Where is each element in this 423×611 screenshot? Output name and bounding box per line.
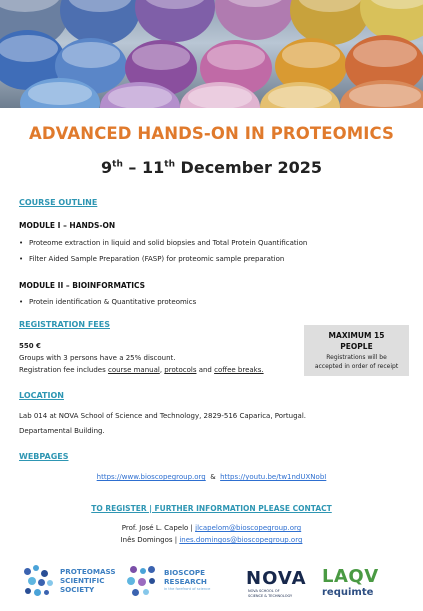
email-link-2[interactable]: ines.domingos@bioscopegroup.org	[179, 536, 303, 544]
contact-person-1: Prof. José L. Capelo | jlcapelom@bioscopegroup.org	[121, 524, 302, 532]
webpages-heading: WEBPAGES	[19, 452, 69, 461]
webpages-links: https://www.bioscopegroup.org & https://youtu.be/tw1ndUXNobI	[96, 473, 327, 481]
proteomass-line-1: PROTEOMASS	[60, 567, 116, 576]
bioscope-mark-icon	[126, 564, 160, 598]
registration-fees-heading: REGISTRATION FEES	[19, 320, 110, 329]
nova-subtitle: NOVA SCHOOL OF SCIENCE & TECHNOLOGY	[248, 589, 293, 598]
capacity-line-1: MAXIMUM 15	[328, 331, 385, 340]
location-line-1: Lab 014 at NOVA School of Science and Technology, 2829-516 Caparica, Portugal.	[19, 412, 306, 420]
capacity-note-2: accepted in order of receipt	[314, 363, 399, 370]
banner-image	[0, 0, 423, 108]
nova-logo: NOVA	[246, 568, 307, 589]
event-dates: 9th – 11th December 2025	[101, 158, 322, 177]
module-1-title: MODULE I – HANDS-ON	[19, 221, 116, 230]
contact-person-2: Inês Domingos | ines.domingos@bioscopegroup.org	[120, 536, 303, 544]
module-2-title: MODULE II – BIOINFORMATICS	[19, 281, 146, 290]
capacity-line-2: PEOPLE	[340, 342, 373, 351]
capacity-note-1: Registrations will be	[326, 354, 387, 361]
location-heading: LOCATION	[19, 391, 64, 400]
capacity-box	[304, 325, 409, 376]
email-link-1[interactable]: jlcapelom@bioscopegroup.org	[195, 524, 302, 532]
contact-heading: TO REGISTER | FURTHER INFORMATION PLEASE CONTACT	[91, 504, 332, 513]
website-link[interactable]: https://www.bioscopegroup.org	[96, 473, 206, 481]
fee-includes: Registration fee includes course manual, protocols and coffee breaks.	[19, 366, 264, 374]
bioscope-line-2: RESEARCH	[164, 577, 207, 586]
bioscope-tagline: in the forefront of science	[164, 587, 211, 591]
laqv-logo: LAQV	[322, 566, 379, 587]
list-item: • Proteome extraction in liquid and solid biopsies and Total Protein Quantification	[19, 239, 308, 247]
group-discount: Groups with 3 persons have a 25% discount.	[19, 354, 176, 362]
page-title: ADVANCED HANDS-ON IN PROTEOMICS	[29, 124, 394, 143]
proteomass-logo	[22, 562, 122, 602]
proteomass-line-2: SCIENTIFIC	[60, 576, 105, 585]
list-item: • Filter Aided Sample Preparation (FASP) for proteomic sample preparation	[19, 255, 285, 263]
bioscope-logo	[126, 562, 236, 602]
price: 550 €	[19, 342, 41, 350]
course-outline-heading: COURSE OUTLINE	[19, 198, 98, 207]
list-item: • Protein identification & Quantitative proteomics	[19, 298, 197, 306]
youtube-link[interactable]: https://youtu.be/tw1ndUXNobI	[220, 473, 327, 481]
proteomass-line-3: SOCIETY	[60, 585, 95, 594]
proteomass-mark-icon	[22, 564, 56, 598]
bioscope-line-1: BIOSCOPE	[164, 568, 206, 577]
location-line-2: Departamental Building.	[19, 427, 105, 435]
requimte-logo: requimte	[322, 587, 374, 598]
